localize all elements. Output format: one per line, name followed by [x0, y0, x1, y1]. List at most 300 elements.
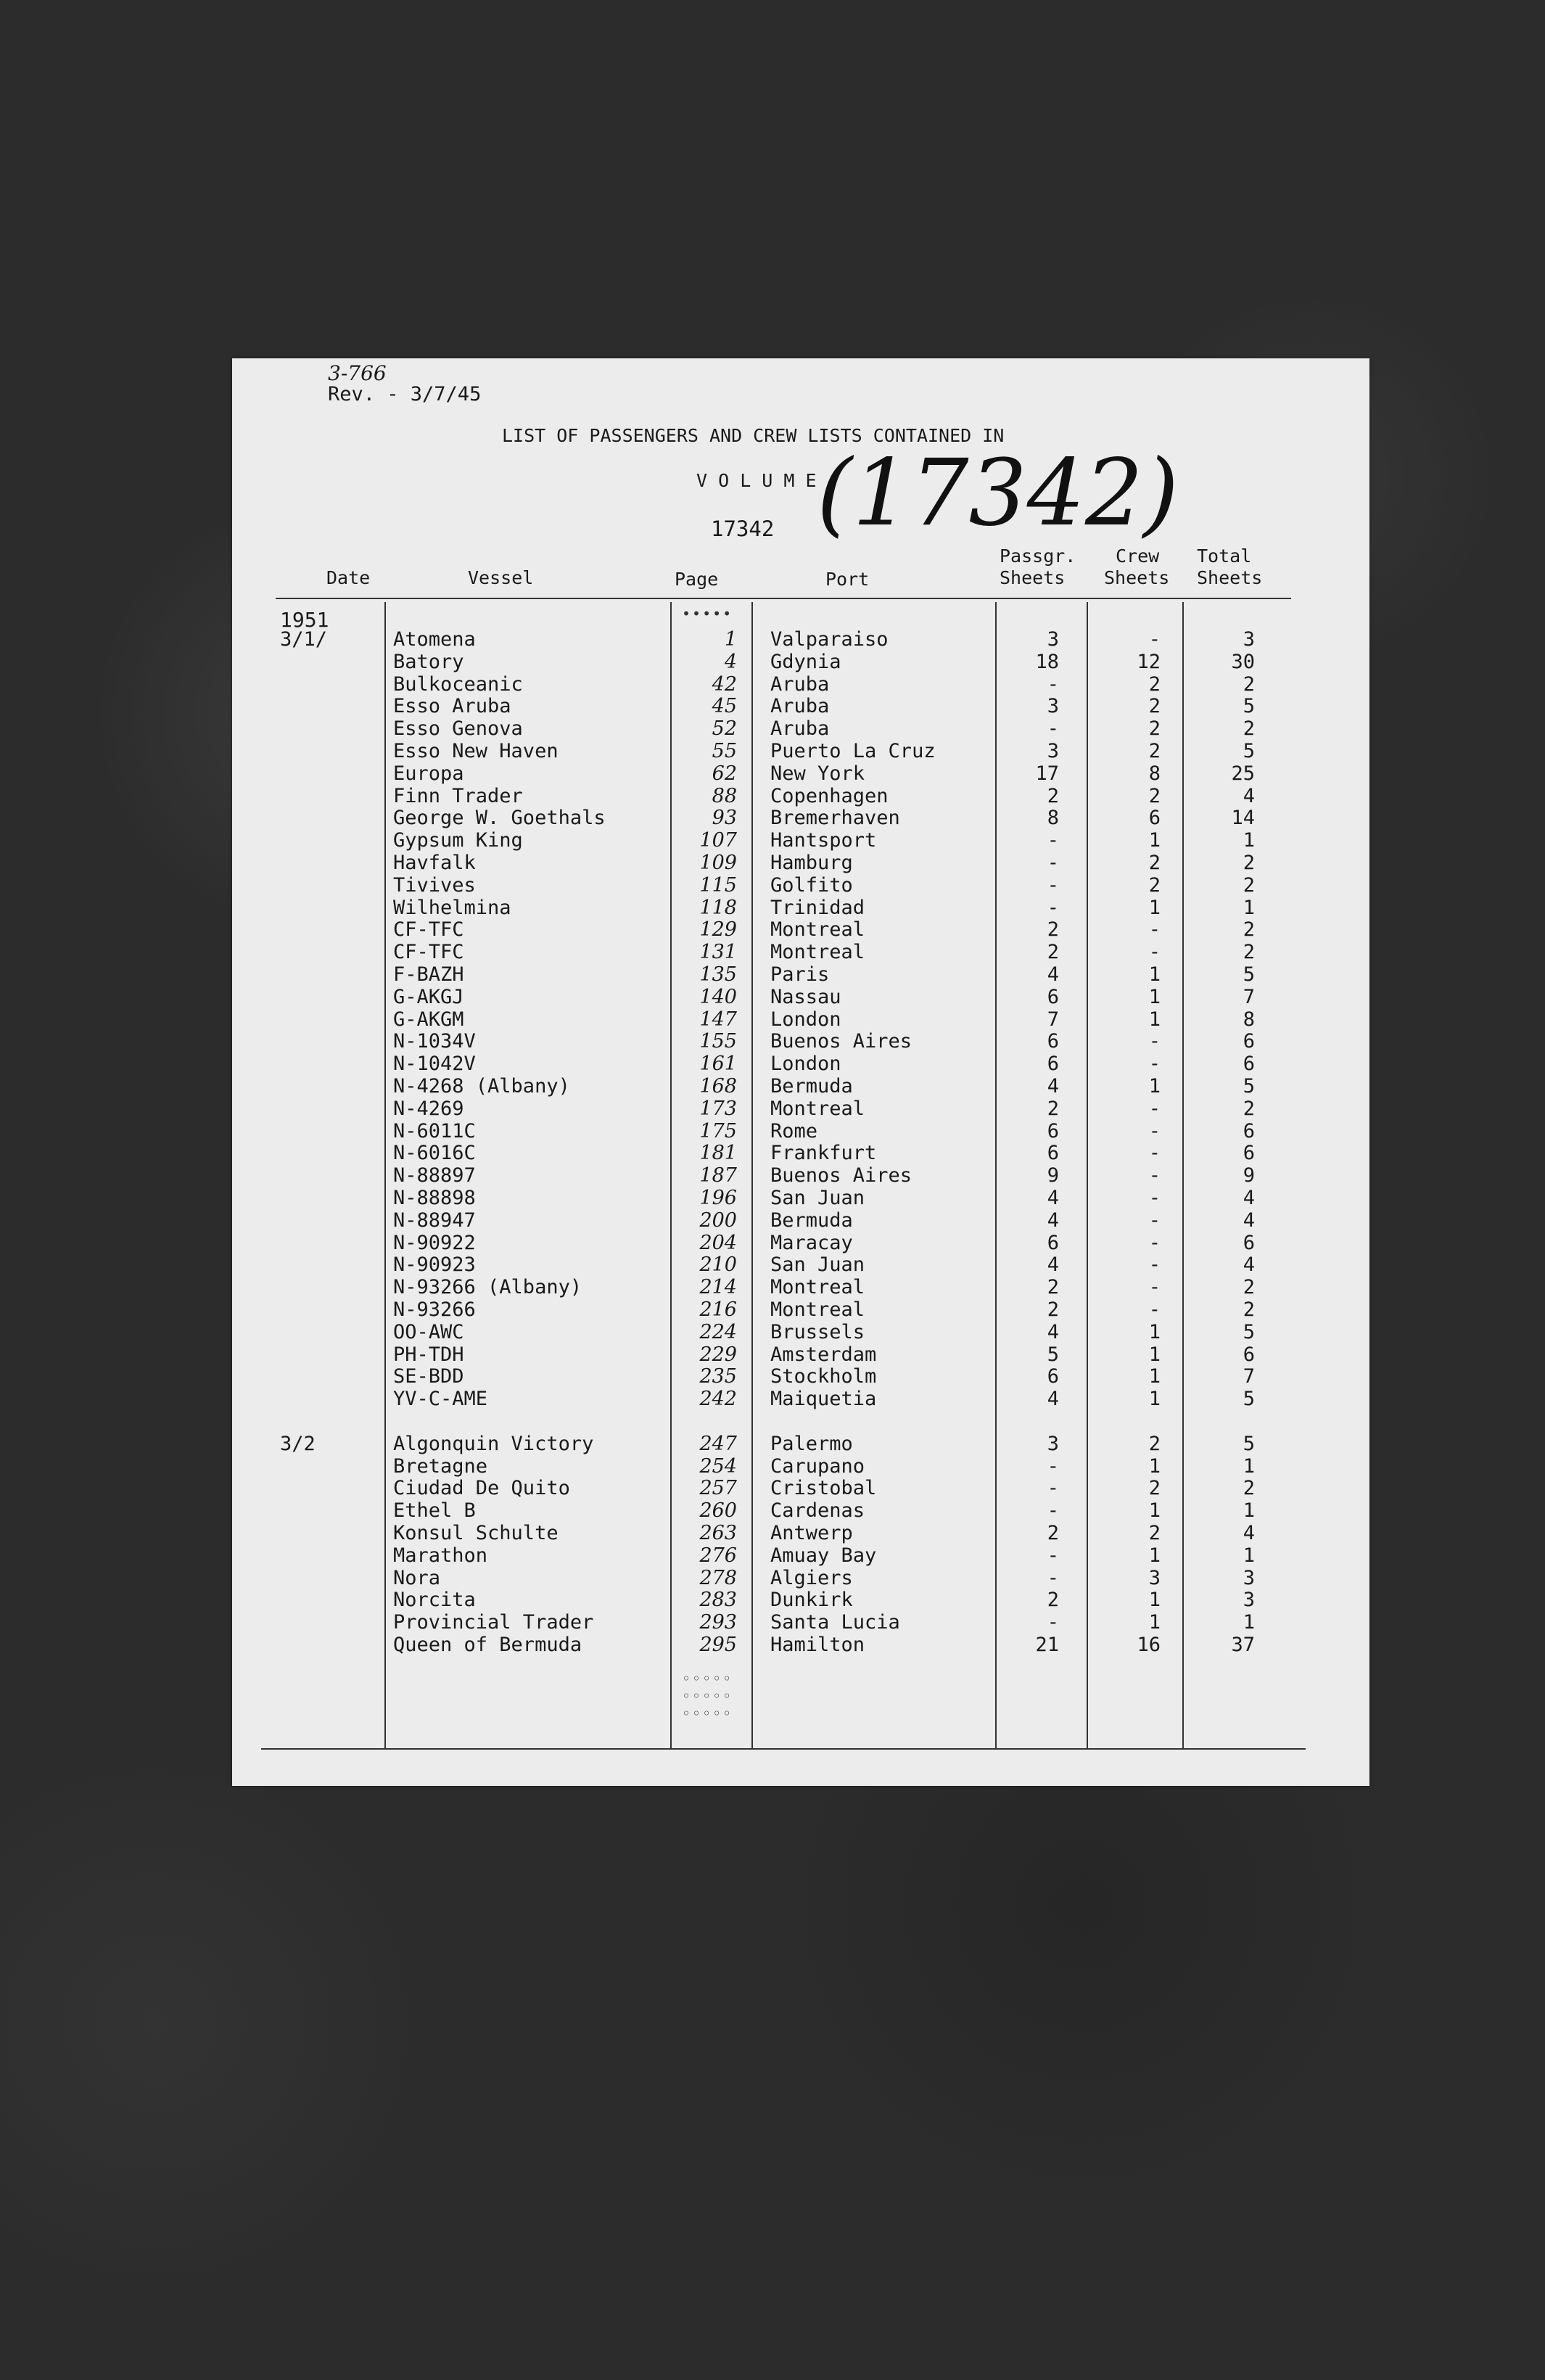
row-total-sheets: 7 [1243, 985, 1255, 1008]
row-page: 196 [699, 1187, 737, 1209]
header-total-sheets-2: Sheets [1197, 567, 1263, 588]
table-row [232, 740, 1369, 762]
row-page: 175 [699, 1119, 737, 1142]
row-port: Brussels [770, 1320, 865, 1343]
row-passenger-sheets: 6 [1047, 1119, 1059, 1142]
row-passenger-sheets: 2 [1047, 784, 1059, 807]
row-vessel: N-90922 [393, 1231, 476, 1254]
row-port: Bremerhaven [770, 807, 900, 830]
row-total-sheets: 30 [1231, 650, 1255, 673]
row-crew-sheets: - [1148, 918, 1161, 942]
table-row [232, 1477, 1369, 1499]
row-vessel: PH-TDH [393, 1343, 464, 1366]
row-port: Palermo [770, 1432, 853, 1455]
page-dots-top: ••••• [682, 605, 733, 622]
row-vessel: N-1042V [393, 1053, 476, 1076]
row-passenger-sheets: - [1047, 1454, 1059, 1478]
row-crew-sheets: 1 [1148, 1499, 1161, 1523]
row-passenger-sheets: 6 [1047, 1142, 1059, 1165]
row-total-sheets: 4 [1243, 784, 1255, 807]
row-page: 93 [712, 807, 737, 830]
row-page: 62 [712, 762, 737, 785]
row-total-sheets: 6 [1243, 1142, 1255, 1165]
table-row [232, 1008, 1369, 1030]
row-page: 200 [699, 1208, 737, 1232]
row-passenger-sheets: 17 [1035, 762, 1059, 785]
table-row [232, 1187, 1369, 1208]
row-page: 4 [724, 650, 737, 673]
row-passenger-sheets: 3 [1047, 695, 1059, 718]
table-row [232, 1365, 1369, 1387]
row-vessel: Havfalk [393, 852, 476, 874]
row-page: 1 [724, 628, 737, 651]
table-row [232, 673, 1369, 695]
row-port: Montreal [770, 1097, 865, 1120]
row-port: Hamburg [770, 852, 853, 874]
row-port: Hantsport [770, 829, 877, 852]
row-port: Gdynia [770, 650, 841, 673]
row-crew-sheets: 2 [1148, 1522, 1161, 1544]
row-port: Algiers [770, 1566, 853, 1589]
row-vessel: Norcita [393, 1589, 476, 1612]
row-port: Aruba [770, 672, 830, 696]
table-row [232, 1499, 1369, 1521]
row-passenger-sheets: 2 [1047, 918, 1059, 942]
row-crew-sheets: 2 [1148, 1432, 1161, 1455]
row-vessel: Nora [393, 1566, 441, 1589]
header-total-sheets-1: Total [1197, 545, 1252, 567]
row-vessel: Konsul Schulte [393, 1522, 559, 1544]
row-passenger-sheets: - [1047, 1611, 1059, 1634]
header-crew-sheets-1: Crew [1116, 545, 1160, 567]
row-vessel: N-88947 [393, 1208, 476, 1232]
row-port: Aruba [770, 717, 830, 741]
table-row [232, 852, 1369, 873]
row-passenger-sheets: - [1047, 1544, 1059, 1567]
row-port: New York [770, 762, 865, 785]
row-passenger-sheets: 6 [1047, 985, 1059, 1008]
row-passenger-sheets: 3 [1047, 628, 1059, 651]
row-vessel: Tivives [393, 873, 476, 897]
row-vessel: Bulkoceanic [393, 672, 523, 696]
row-page: 109 [699, 852, 737, 874]
row-port: Montreal [770, 918, 865, 942]
row-passenger-sheets: 18 [1035, 650, 1059, 673]
table-row [232, 829, 1369, 851]
row-total-sheets: 1 [1243, 829, 1255, 852]
row-crew-sheets: - [1148, 1231, 1161, 1254]
row-crew-sheets: 2 [1148, 717, 1161, 741]
row-vessel: Finn Trader [393, 784, 523, 807]
row-port: Golfito [770, 873, 853, 897]
row-crew-sheets: 1 [1148, 963, 1161, 986]
row-passenger-sheets: 2 [1047, 941, 1059, 964]
row-page: 283 [699, 1589, 737, 1612]
row-crew-sheets: 2 [1148, 740, 1161, 762]
row-crew-sheets: 2 [1148, 672, 1161, 696]
header-passenger-sheets-1: Passgr. [1000, 545, 1076, 567]
row-crew-sheets: 2 [1148, 784, 1161, 807]
row-passenger-sheets: - [1047, 852, 1059, 874]
row-port: Copenhagen [770, 784, 889, 807]
row-page: 42 [712, 672, 737, 696]
row-passenger-sheets: - [1047, 1477, 1059, 1500]
row-port: Montreal [770, 941, 865, 964]
row-port: Bermuda [770, 1075, 853, 1098]
table-row [232, 1075, 1369, 1097]
table-row [232, 1120, 1369, 1142]
row-crew-sheets: - [1148, 1119, 1161, 1142]
row-vessel: Bretagne [393, 1454, 488, 1478]
row-total-sheets: 5 [1243, 1432, 1255, 1455]
row-total-sheets: 6 [1243, 1231, 1255, 1254]
row-total-sheets: 25 [1231, 762, 1255, 785]
row-port: Nassau [770, 985, 841, 1008]
row-passenger-sheets: 6 [1047, 1231, 1059, 1254]
row-page: 293 [699, 1611, 737, 1634]
entries-table [232, 358, 1369, 1786]
row-crew-sheets: 1 [1148, 896, 1161, 919]
row-vessel: SE-BDD [393, 1365, 464, 1388]
table-row [232, 918, 1369, 940]
row-crew-sheets: 1 [1148, 1388, 1161, 1411]
row-page: 168 [699, 1075, 737, 1098]
row-total-sheets: 1 [1243, 1499, 1255, 1523]
row-crew-sheets: 8 [1148, 762, 1161, 785]
row-passenger-sheets: 2 [1047, 1589, 1059, 1612]
row-total-sheets: 4 [1243, 1208, 1255, 1232]
row-vessel: Queen of Bermuda [393, 1634, 582, 1656]
row-passenger-sheets: - [1047, 829, 1059, 852]
header-vessel: Vessel [468, 567, 534, 588]
row-date: 3/2 [280, 1432, 316, 1455]
row-total-sheets: 5 [1243, 963, 1255, 986]
row-page: 204 [699, 1231, 737, 1254]
row-total-sheets: 37 [1231, 1634, 1255, 1656]
row-page: 216 [699, 1298, 737, 1321]
row-passenger-sheets: 6 [1047, 1365, 1059, 1388]
row-page: 140 [699, 985, 737, 1008]
row-crew-sheets: 2 [1148, 873, 1161, 897]
table-row [232, 1567, 1369, 1589]
table-row [232, 963, 1369, 985]
row-total-sheets: 2 [1243, 873, 1255, 897]
table-row [232, 1611, 1369, 1633]
row-total-sheets: 5 [1243, 695, 1255, 718]
row-crew-sheets: 1 [1148, 829, 1161, 852]
row-crew-sheets: - [1148, 1187, 1161, 1209]
row-page: 88 [712, 784, 737, 807]
row-page: 214 [699, 1276, 737, 1299]
row-passenger-sheets: 6 [1047, 1053, 1059, 1076]
row-crew-sheets: - [1148, 941, 1161, 964]
row-passenger-sheets: 3 [1047, 1432, 1059, 1455]
row-port: Montreal [770, 1298, 865, 1321]
row-port: Bermuda [770, 1208, 853, 1232]
row-port: Santa Lucia [770, 1611, 900, 1634]
header-page: Page [675, 569, 719, 590]
row-vessel: Ciudad De Quito [393, 1477, 570, 1500]
row-crew-sheets: - [1148, 1053, 1161, 1076]
table-row [232, 1164, 1369, 1186]
row-crew-sheets: - [1148, 628, 1161, 651]
row-port: Maiquetia [770, 1388, 877, 1411]
row-passenger-sheets: 7 [1047, 1008, 1059, 1031]
row-vessel: Ethel B [393, 1499, 476, 1523]
row-page: 52 [712, 717, 737, 741]
header-crew-sheets-2: Sheets [1104, 567, 1170, 588]
row-passenger-sheets: 4 [1047, 1075, 1059, 1098]
row-total-sheets: 14 [1231, 807, 1255, 830]
row-passenger-sheets: 3 [1047, 740, 1059, 762]
table-row [232, 1321, 1369, 1343]
row-crew-sheets: - [1148, 1208, 1161, 1232]
row-total-sheets: 3 [1243, 1566, 1255, 1589]
row-page: 276 [699, 1544, 737, 1567]
row-page: 131 [699, 941, 737, 964]
row-page: 263 [699, 1522, 737, 1544]
row-port: Puerto La Cruz [770, 740, 936, 762]
row-vessel: Batory [393, 650, 464, 673]
row-passenger-sheets: 2 [1047, 1097, 1059, 1120]
row-vessel: N-1034V [393, 1030, 476, 1053]
row-passenger-sheets: 4 [1047, 1208, 1059, 1232]
row-page: 129 [699, 918, 737, 942]
row-total-sheets: 3 [1243, 628, 1255, 651]
row-passenger-sheets: - [1047, 1499, 1059, 1523]
table-row [232, 941, 1369, 963]
table-row [232, 1343, 1369, 1365]
row-vessel: Esso Genova [393, 717, 523, 741]
row-vessel: CF-TFC [393, 918, 464, 942]
row-page: 210 [699, 1253, 737, 1277]
document-title: LIST OF PASSENGERS AND CREW LISTS CONTAINED IN [502, 425, 1005, 446]
row-port: Rome [770, 1119, 818, 1142]
volume-number-typed: 17342 [711, 516, 775, 541]
header-date: Date [326, 567, 371, 588]
row-total-sheets: 8 [1243, 1008, 1255, 1031]
row-port: Stockholm [770, 1365, 877, 1388]
table-row [232, 1253, 1369, 1275]
row-vessel: N-88897 [393, 1164, 476, 1187]
table-row [232, 1276, 1369, 1298]
row-total-sheets: 9 [1243, 1164, 1255, 1187]
row-page: 260 [699, 1499, 737, 1523]
row-total-sheets: 2 [1243, 672, 1255, 696]
row-passenger-sheets: 2 [1047, 1522, 1059, 1544]
row-port: London [770, 1053, 841, 1076]
row-port: Buenos Aires [770, 1030, 912, 1053]
row-passenger-sheets: - [1047, 717, 1059, 741]
table-row [232, 1589, 1369, 1610]
row-total-sheets: 6 [1243, 1119, 1255, 1142]
row-port: Antwerp [770, 1522, 853, 1544]
row-port: Amuay Bay [770, 1544, 877, 1567]
table-row [232, 1544, 1369, 1566]
table-row [232, 874, 1369, 896]
table-row [232, 628, 1369, 650]
row-port: Amsterdam [770, 1343, 877, 1366]
row-vessel: Europa [393, 762, 464, 785]
row-vessel: N-4269 [393, 1097, 464, 1120]
row-page: 242 [699, 1388, 737, 1411]
row-port: Valparaiso [770, 628, 889, 651]
row-crew-sheets: 16 [1137, 1634, 1161, 1656]
row-port: Trinidad [770, 896, 865, 919]
row-total-sheets: 2 [1243, 1276, 1255, 1299]
row-crew-sheets: 1 [1148, 985, 1161, 1008]
row-page: 55 [712, 740, 737, 762]
row-passenger-sheets: 9 [1047, 1164, 1059, 1187]
row-crew-sheets: 6 [1148, 807, 1161, 830]
row-crew-sheets: 2 [1148, 1477, 1161, 1500]
row-vessel: F-BAZH [393, 963, 464, 986]
row-passenger-sheets: 2 [1047, 1298, 1059, 1321]
row-port: Aruba [770, 695, 830, 718]
table-row [232, 1298, 1369, 1320]
row-vessel: Algonquin Victory [393, 1432, 594, 1455]
row-page: 118 [699, 896, 737, 919]
row-passenger-sheets: 8 [1047, 807, 1059, 830]
row-vessel: G-AKGM [393, 1008, 464, 1031]
row-total-sheets: 1 [1243, 896, 1255, 919]
row-vessel: G-AKGJ [393, 985, 464, 1008]
table-row [232, 1030, 1369, 1052]
row-crew-sheets: 3 [1148, 1566, 1161, 1589]
row-total-sheets: 2 [1243, 1298, 1255, 1321]
row-passenger-sheets: 5 [1047, 1343, 1059, 1366]
row-vessel: N-6011C [393, 1119, 476, 1142]
row-crew-sheets: - [1148, 1253, 1161, 1277]
row-crew-sheets: - [1148, 1097, 1161, 1120]
row-crew-sheets: 2 [1148, 695, 1161, 718]
row-total-sheets: 5 [1243, 1075, 1255, 1098]
row-crew-sheets: 1 [1148, 1454, 1161, 1478]
row-crew-sheets: - [1148, 1164, 1161, 1187]
row-total-sheets: 2 [1243, 1097, 1255, 1120]
row-page: 254 [699, 1454, 737, 1478]
form-revision: Rev. - 3/7/45 [328, 383, 482, 405]
row-port: Dunkirk [770, 1589, 853, 1612]
table-row [232, 1142, 1369, 1164]
row-vessel: Esso Aruba [393, 695, 511, 718]
row-vessel: OO-AWC [393, 1320, 464, 1343]
row-total-sheets: 2 [1243, 941, 1255, 964]
row-total-sheets: 4 [1243, 1522, 1255, 1544]
row-vessel: N-93266 [393, 1298, 476, 1321]
table-row [232, 1098, 1369, 1119]
page-dots-bottom: ◦◦◦◦◦ ◦◦◦◦◦ ◦◦◦◦◦ [682, 1670, 733, 1722]
row-port: Carupano [770, 1454, 865, 1478]
table-row [232, 897, 1369, 918]
row-total-sheets: 6 [1243, 1053, 1255, 1076]
row-vessel: N-6016C [393, 1142, 476, 1165]
row-page: 155 [699, 1030, 737, 1053]
row-crew-sheets: 1 [1148, 1008, 1161, 1031]
table-row [232, 1455, 1369, 1477]
row-vessel: Wilhelmina [393, 896, 511, 919]
row-page: 107 [699, 829, 737, 852]
row-page: 181 [699, 1142, 737, 1165]
row-port: Buenos Aires [770, 1164, 912, 1187]
row-passenger-sheets: - [1047, 1566, 1059, 1589]
row-vessel: Marathon [393, 1544, 488, 1567]
row-crew-sheets: 12 [1137, 650, 1161, 673]
row-page: 224 [699, 1320, 737, 1343]
row-vessel: Gypsum King [393, 829, 523, 852]
row-total-sheets: 1 [1243, 1544, 1255, 1567]
table-row [232, 785, 1369, 807]
row-passenger-sheets: 4 [1047, 1388, 1059, 1411]
table-row [232, 1053, 1369, 1074]
row-total-sheets: 3 [1243, 1589, 1255, 1612]
header-passenger-sheets-2: Sheets [1000, 567, 1066, 588]
row-passenger-sheets: 4 [1047, 1187, 1059, 1209]
row-crew-sheets: 1 [1148, 1365, 1161, 1388]
row-total-sheets: 4 [1243, 1253, 1255, 1277]
row-port: Montreal [770, 1276, 865, 1299]
row-vessel: Atomena [393, 628, 476, 651]
row-port: Hamilton [770, 1634, 865, 1656]
row-crew-sheets: - [1148, 1276, 1161, 1299]
table-row [232, 1433, 1369, 1454]
volume-number-handwritten: (17342) [817, 440, 1179, 546]
row-total-sheets: 2 [1243, 852, 1255, 874]
row-total-sheets: 5 [1243, 1388, 1255, 1411]
row-crew-sheets: - [1148, 1142, 1161, 1165]
row-vessel: N-88898 [393, 1187, 476, 1209]
table-row [232, 1209, 1369, 1231]
row-total-sheets: 7 [1243, 1365, 1255, 1388]
row-total-sheets: 1 [1243, 1454, 1255, 1478]
row-page: 115 [699, 873, 737, 897]
row-total-sheets: 2 [1243, 918, 1255, 942]
row-vessel: N-93266 (Albany) [393, 1276, 582, 1299]
row-page: 147 [699, 1008, 737, 1031]
table-row [232, 1232, 1369, 1253]
row-total-sheets: 6 [1243, 1030, 1255, 1053]
form-code: 3-766 [328, 361, 387, 385]
row-passenger-sheets: - [1047, 873, 1059, 897]
row-port: London [770, 1008, 841, 1031]
row-crew-sheets: - [1148, 1298, 1161, 1321]
row-total-sheets: 4 [1243, 1187, 1255, 1209]
row-page: 173 [699, 1097, 737, 1120]
row-port: San Juan [770, 1253, 865, 1277]
row-port: Cardenas [770, 1499, 865, 1523]
row-vessel: Provincial Trader [393, 1611, 594, 1634]
row-total-sheets: 1 [1243, 1611, 1255, 1634]
table-row [232, 986, 1369, 1008]
table-row [232, 1634, 1369, 1655]
row-total-sheets: 5 [1243, 1320, 1255, 1343]
table-row [232, 762, 1369, 784]
table-row [232, 1388, 1369, 1409]
row-page: 161 [699, 1053, 737, 1076]
table-row [232, 695, 1369, 717]
row-vessel: George W. Goethals [393, 807, 606, 830]
row-vessel: CF-TFC [393, 941, 464, 964]
table-row [232, 717, 1369, 739]
row-crew-sheets: 1 [1148, 1589, 1161, 1612]
row-total-sheets: 2 [1243, 1477, 1255, 1500]
row-total-sheets: 2 [1243, 717, 1255, 741]
row-page: 229 [699, 1343, 737, 1366]
row-page: 235 [699, 1365, 737, 1388]
row-page: 257 [699, 1477, 737, 1500]
row-page: 135 [699, 963, 737, 986]
row-total-sheets: 6 [1243, 1343, 1255, 1366]
